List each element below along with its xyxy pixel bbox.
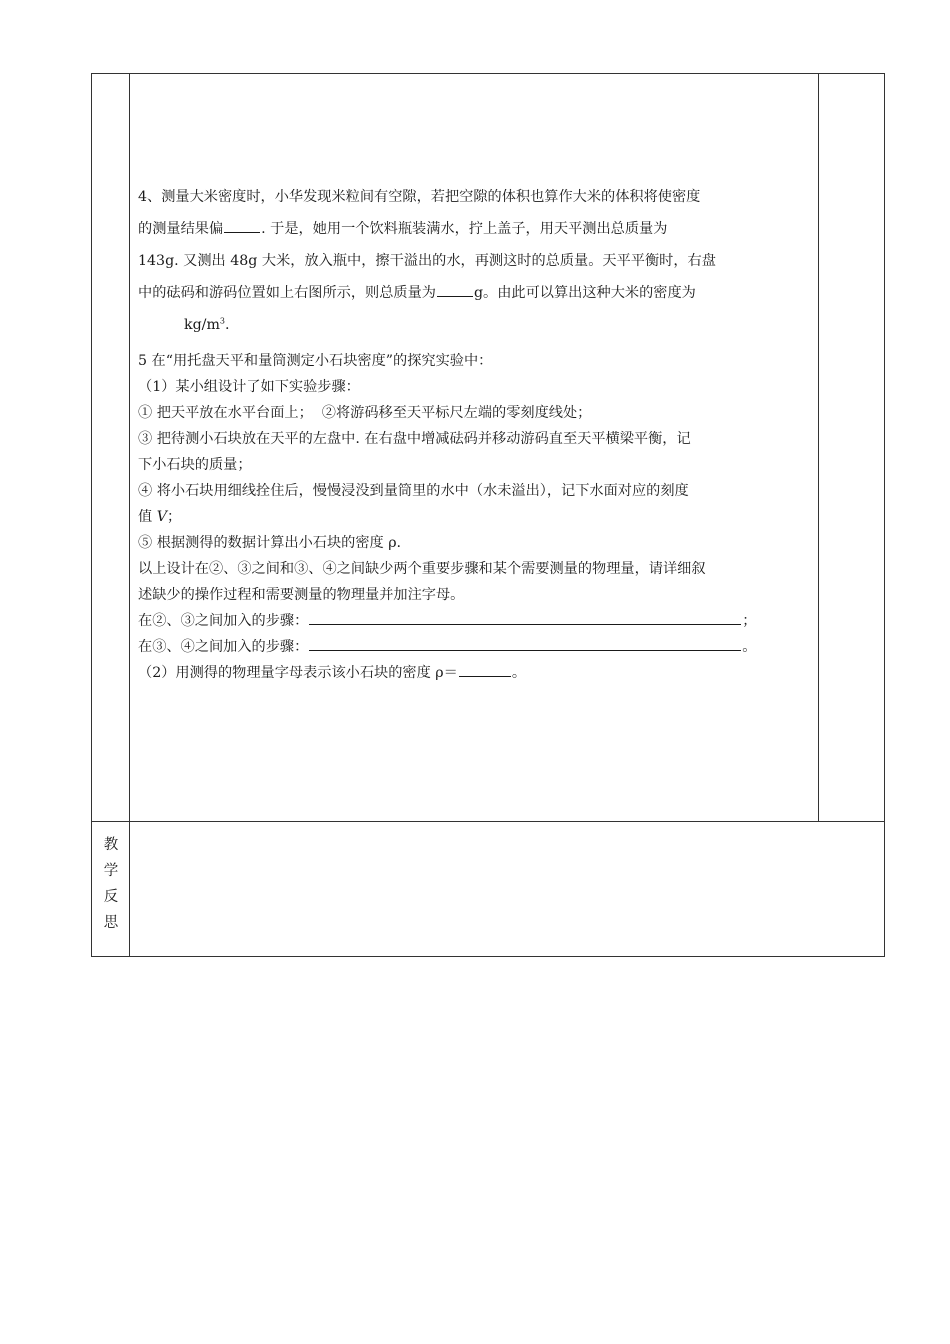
q5-step-5: ⑤ 根据测得的数据计算出小石块的密度 ρ. bbox=[138, 535, 402, 551]
answer-line-between-3-4[interactable] bbox=[309, 635, 741, 651]
question-5 bbox=[138, 348, 816, 686]
q5-title: 5 在“用托盘天平和量筒测定小石块密度”的探究实验中： bbox=[138, 353, 493, 369]
q5-steps-1-2: ① 把天平放在水平台面上； ②将游码移至天平标尺左端的零刻度线处； bbox=[138, 405, 592, 421]
q5-description-b: 述缺少的操作过程和需要测量的物理量并加注字母。 bbox=[138, 587, 465, 603]
reflection-char: 学 bbox=[103, 863, 119, 879]
q5-step-4-b: 值 V； bbox=[138, 509, 182, 525]
q4-line-2: 的测量结果偏 . 于是，她用一个饮料瓶装满水，拧上盖子，用天平测出总质量为 bbox=[138, 213, 816, 245]
q5-step-3-b: 下小石块的质量； bbox=[138, 457, 252, 473]
reflection-char: 教 bbox=[103, 837, 119, 853]
q5-description-a: 以上设计在②、③之间和③、④之间缺少两个重要步骤和某个需要测量的物理量，请详细叙 bbox=[138, 561, 706, 577]
reflection-char: 思 bbox=[103, 915, 119, 931]
q5-between-3-4: 在③、④之间加入的步骤： 。 bbox=[138, 634, 816, 660]
q5-step-3-a: ③ 把待测小石块放在天平的左盘中. 在右盘中增减砝码并移动游码直至天平横梁平衡，记 bbox=[138, 431, 691, 447]
lesson-table bbox=[91, 73, 885, 957]
question-content bbox=[138, 181, 816, 686]
teaching-reflection-label bbox=[92, 822, 130, 956]
q5-part-2: （2）用测得的物理量字母表示该小石块的密度 ρ＝ 。 bbox=[138, 660, 816, 686]
q5-part-1: （1）某小组设计了如下实验步骤： bbox=[138, 379, 360, 395]
reflection-char: 反 bbox=[103, 889, 119, 905]
question-4 bbox=[138, 181, 816, 341]
answer-blank-density[interactable] bbox=[139, 314, 183, 329]
q5-step-4-a: ④ 将小石块用细线拴住后，慢慢浸没到量筒里的水中（水未溢出），记下水面对应的刻度 bbox=[138, 483, 689, 499]
q4-line-3: 143g. 又测出 48g 大米，放入瓶中，擦干溢出的水，再测这时的总质量。天平平衡时，右盘 bbox=[138, 253, 716, 269]
answer-blank-bias[interactable] bbox=[224, 217, 260, 233]
answer-blank-total-mass[interactable] bbox=[437, 281, 473, 297]
answer-blank-rho[interactable] bbox=[459, 661, 511, 677]
q4-line-4: 中的砝码和游码位置如上右图所示，则总质量为 g。由此可以算出这种大米的密度为 bbox=[138, 277, 816, 309]
q4-line-1: 4、测量大米密度时，小华发现米粒间有空隙，若把空隙的体积也算作大米的体积将使密度 bbox=[138, 189, 701, 205]
answer-line-between-2-3[interactable] bbox=[309, 609, 741, 625]
right-column-rule bbox=[818, 74, 819, 822]
reflection-row-rule bbox=[92, 821, 884, 822]
q5-between-2-3: 在②、③之间加入的步骤： ； bbox=[138, 608, 816, 634]
q4-line-5: $kg/m^3$. bbox=[138, 309, 816, 341]
